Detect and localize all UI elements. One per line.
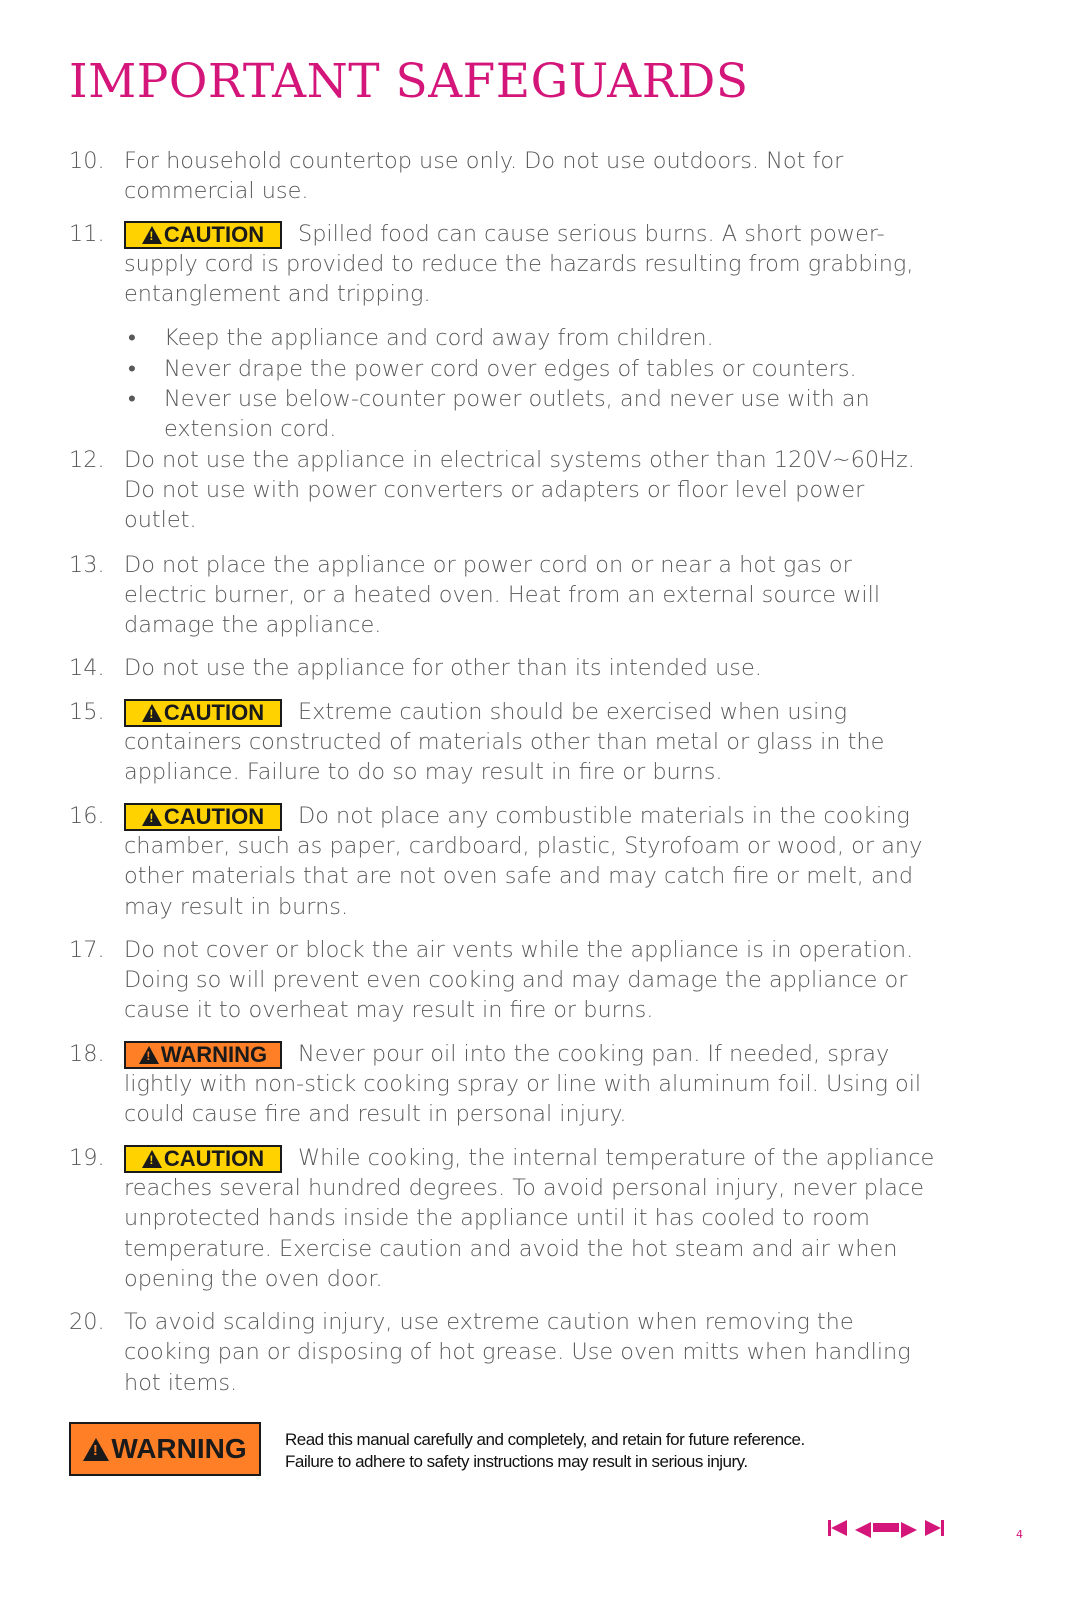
caution-badge: [124, 699, 282, 727]
list-item: [69, 653, 939, 683]
next-page-icon[interactable]: [901, 1522, 917, 1538]
page-number: 4: [1016, 1528, 1023, 1541]
item-number: 17.: [69, 936, 105, 963]
bullet-item: • Keep the appliance and cord away from children.: [128, 325, 714, 352]
list-item: [69, 146, 939, 207]
item-number: 12.: [69, 446, 105, 473]
item-number: 20.: [69, 1309, 105, 1336]
footer-line-2: Failure to adhere to safety instructions may result in serious injury.: [285, 1452, 748, 1471]
list-item: [69, 1039, 939, 1130]
list-item: [69, 219, 939, 445]
warning-triangle-icon: [83, 1438, 109, 1461]
caution-label: CAUTION: [163, 221, 265, 247]
menu-icon[interactable]: [873, 1523, 899, 1537]
caution-label: CAUTION: [163, 803, 265, 829]
caution-badge: [124, 221, 282, 249]
last-page-icon[interactable]: [925, 1520, 944, 1540]
page-title: IMPORTANT SAFEGUARDS: [69, 54, 749, 109]
list-item: [69, 1307, 939, 1398]
caution-badge: [124, 1145, 282, 1173]
footer-line-1: Read this manual carefully and completely, and retain for future reference.: [285, 1430, 805, 1449]
item-text: Never pour oil into the cooking pan. If needed, spray lightly with non-stick cooking spray or line with aluminum foil. Using oil could cause fire and result in personal injury.: [124, 1040, 922, 1128]
item-text: Extreme caution should be exercised when using containers constructed of materials other than metal or glass in the appliance. Failure to do so may result in fire or burns.: [124, 698, 885, 786]
caution-label: CAUTION: [163, 699, 265, 725]
bullet-item: • Never use below-counter power outlets, and never use with an extension cord.: [128, 386, 870, 443]
caution-badge: [124, 803, 282, 831]
item-text: Do not place the appliance or power cord on or near a hot gas or electric burner, or a heated oven. Heat from an external source will damage the appliance.: [124, 551, 881, 639]
bullet-item: • Never drape the power cord over edges of tables or counters.: [128, 355, 857, 382]
list-item: [69, 1143, 939, 1294]
caution-label: CAUTION: [163, 1145, 265, 1171]
item-number: 16.: [69, 802, 105, 829]
warning-label: WARNING: [160, 1041, 268, 1067]
warning-triangle-icon: [139, 1046, 159, 1064]
item-text: For household countertop use only. Do not use outdoors. Not for commercial use.: [124, 148, 844, 205]
first-page-icon[interactable]: [828, 1520, 847, 1540]
footer-notice: [285, 1429, 805, 1473]
warning-triangle-icon: [142, 808, 162, 826]
previous-page-icon[interactable]: [855, 1522, 871, 1538]
list-item: [69, 935, 939, 1026]
list-item: [69, 445, 939, 536]
item-text: While cooking, the internal temperature of the appliance reaches several hundred degrees. To avoid personal injury, never place unprotected hands inside the appliance until it has cooled to room temperature. Exercise caution and avoid the hot steam and air when opening the oven door.: [124, 1144, 935, 1292]
item-number: 14.: [69, 655, 105, 682]
item-number: 13.: [69, 551, 105, 578]
item-text: Spilled food can cause serious burns. A short power-supply cord is provided to reduce the hazards resulting from grabbing, entanglement and tripping.: [124, 220, 914, 308]
list-item: [69, 550, 939, 641]
item-text: Do not place any combustible materials in the cooking chamber, such as paper, cardboard, plastic, Styrofoam or wood, or any other materials that are not oven safe and may catch fire or melt, and may result in burns.: [124, 802, 923, 920]
item-text: Do not cover or block the air vents while the appliance is in operation. Doing so will prevent even cooking and may damage the appliance or cause it to overheat may result in fire or burns.: [124, 936, 914, 1024]
item-text: To avoid scalding injury, use extreme caution when removing the cooking pan or disposing of hot grease. Use oven mitts when handling hot items.: [124, 1309, 911, 1396]
warning-triangle-icon: [142, 226, 162, 244]
list-item: [69, 697, 939, 788]
item-number: 15.: [69, 698, 105, 725]
warning-badge: [124, 1041, 282, 1069]
page-navigation: [828, 1520, 944, 1540]
item-number: 11.: [69, 220, 105, 247]
item-number: 10.: [69, 148, 105, 174]
item-text: Do not use the appliance in electrical systems other than 120V~60Hz. Do not use with power converters or adapters or floor level power outlet.: [124, 446, 915, 534]
footer-warning-badge: [69, 1422, 261, 1476]
warning-triangle-icon: [142, 704, 162, 722]
warning-triangle-icon: [142, 1150, 162, 1168]
item-number: 18.: [69, 1040, 105, 1067]
safeguards-list: [69, 146, 939, 1398]
list-item: [69, 801, 939, 922]
item-text: Do not use the appliance for other than its intended use.: [124, 655, 762, 682]
item-number: 19.: [69, 1144, 105, 1171]
footer-warning-label: WARNING: [111, 1433, 247, 1464]
bullet-list: [124, 323, 939, 444]
